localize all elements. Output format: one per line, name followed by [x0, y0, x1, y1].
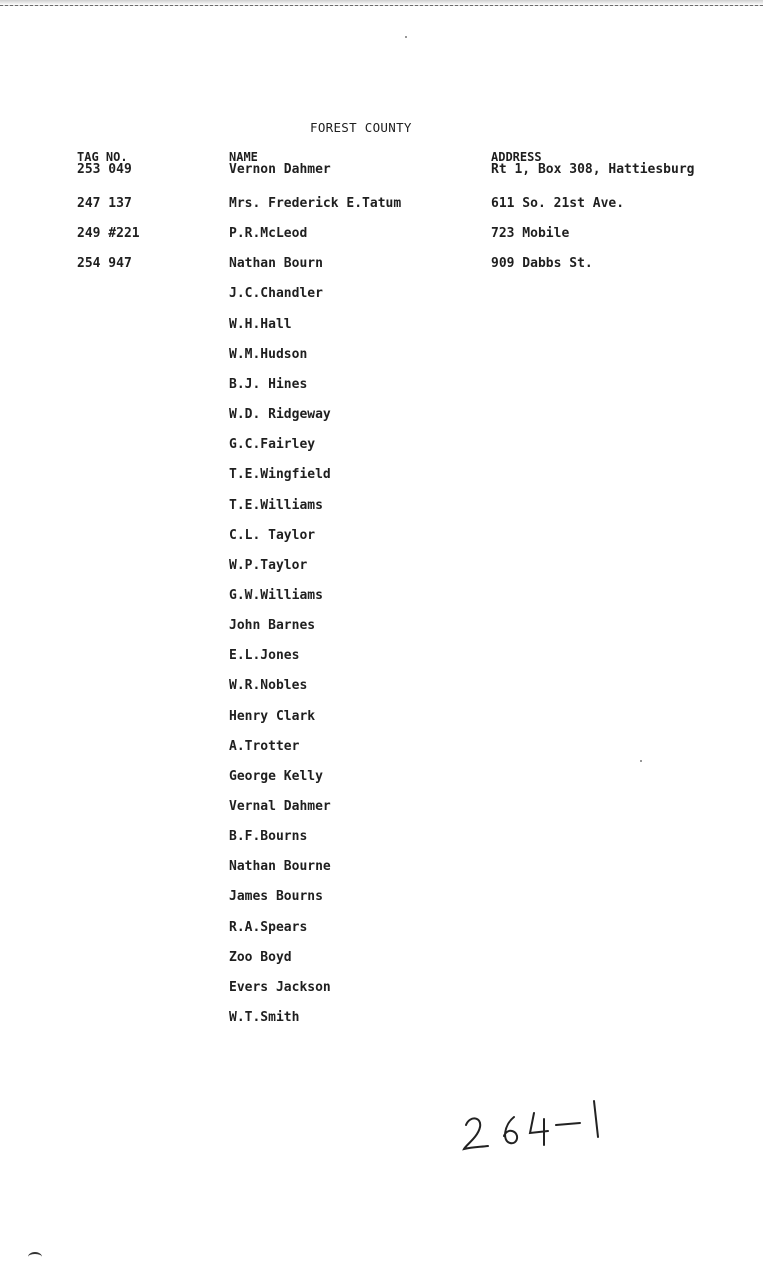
scan-speck: [640, 760, 642, 762]
entry-name: Vernal Dahmer: [229, 799, 331, 814]
entry-name: B.F.Bourns: [229, 829, 308, 845]
page-title: FOREST COUNTY: [310, 120, 412, 135]
entry-name: W.D. Ridgeway: [229, 407, 331, 423]
entry-name: W.R.Nobles: [229, 678, 308, 694]
handwritten-note: [458, 1095, 608, 1155]
entry-name: T.E.Williams: [229, 497, 323, 513]
entry-name: Evers Jackson: [229, 979, 331, 995]
entry-name: John Barnes: [229, 618, 316, 634]
entry-name: W.H.Hall: [229, 316, 292, 332]
entry-tag: 254 947: [77, 256, 132, 272]
entry-name: George Kelly: [229, 768, 323, 784]
entry-address: 611 So. 21st Ave.: [491, 196, 625, 211]
entry-name: E.L.Jones: [229, 648, 300, 664]
entry-tag: 247 137: [77, 196, 132, 211]
entry-name: Zoo Boyd: [229, 949, 292, 965]
entry-name: R.A.Spears: [229, 919, 308, 935]
entry-name: James Bourns: [229, 889, 323, 905]
column-header-address: ADDRESS: [491, 150, 542, 164]
entry-tag: 249 #221: [77, 226, 140, 242]
entry-address: 723 Mobile: [491, 226, 570, 242]
entry-name: Nathan Bourn: [229, 256, 323, 272]
entry-name: A.Trotter: [229, 738, 300, 754]
entry-name: W.T.Smith: [229, 1010, 300, 1026]
handwritten-note-text: 2-64-1: [458, 1095, 462, 1096]
entry-address: 909 Dabbs St.: [491, 256, 593, 272]
entry-name: Nathan Bourne: [229, 859, 331, 875]
entry-name: Mrs. Frederick E.Tatum: [229, 196, 402, 211]
entry-name: W.M.Hudson: [229, 346, 308, 362]
entry-name: C.L. Taylor: [229, 527, 316, 543]
entry-name: J.C.Chandler: [229, 286, 323, 302]
entry-name: Henry Clark: [229, 708, 316, 724]
entry-name: P.R.McLeod: [229, 226, 308, 242]
entry-name: W.P.Taylor: [229, 557, 308, 573]
entry-tag: 253 049: [77, 162, 132, 177]
entry-name: G.C.Fairley: [229, 437, 316, 453]
entry-name: G.W.Williams: [229, 587, 323, 603]
entry-name: T.E.Wingfield: [229, 467, 331, 483]
column-header-tag-no: TAG NO.: [77, 150, 128, 164]
column-header-name: NAME: [229, 150, 258, 164]
corner-mark: [28, 1252, 42, 1262]
scan-top-edge: [0, 0, 763, 6]
scan-speck: [405, 36, 407, 38]
entry-address: Rt 1, Box 308, Hattiesburg: [491, 162, 695, 177]
entry-name: B.J. Hines: [229, 376, 308, 392]
entry-name: Vernon Dahmer: [229, 162, 331, 177]
